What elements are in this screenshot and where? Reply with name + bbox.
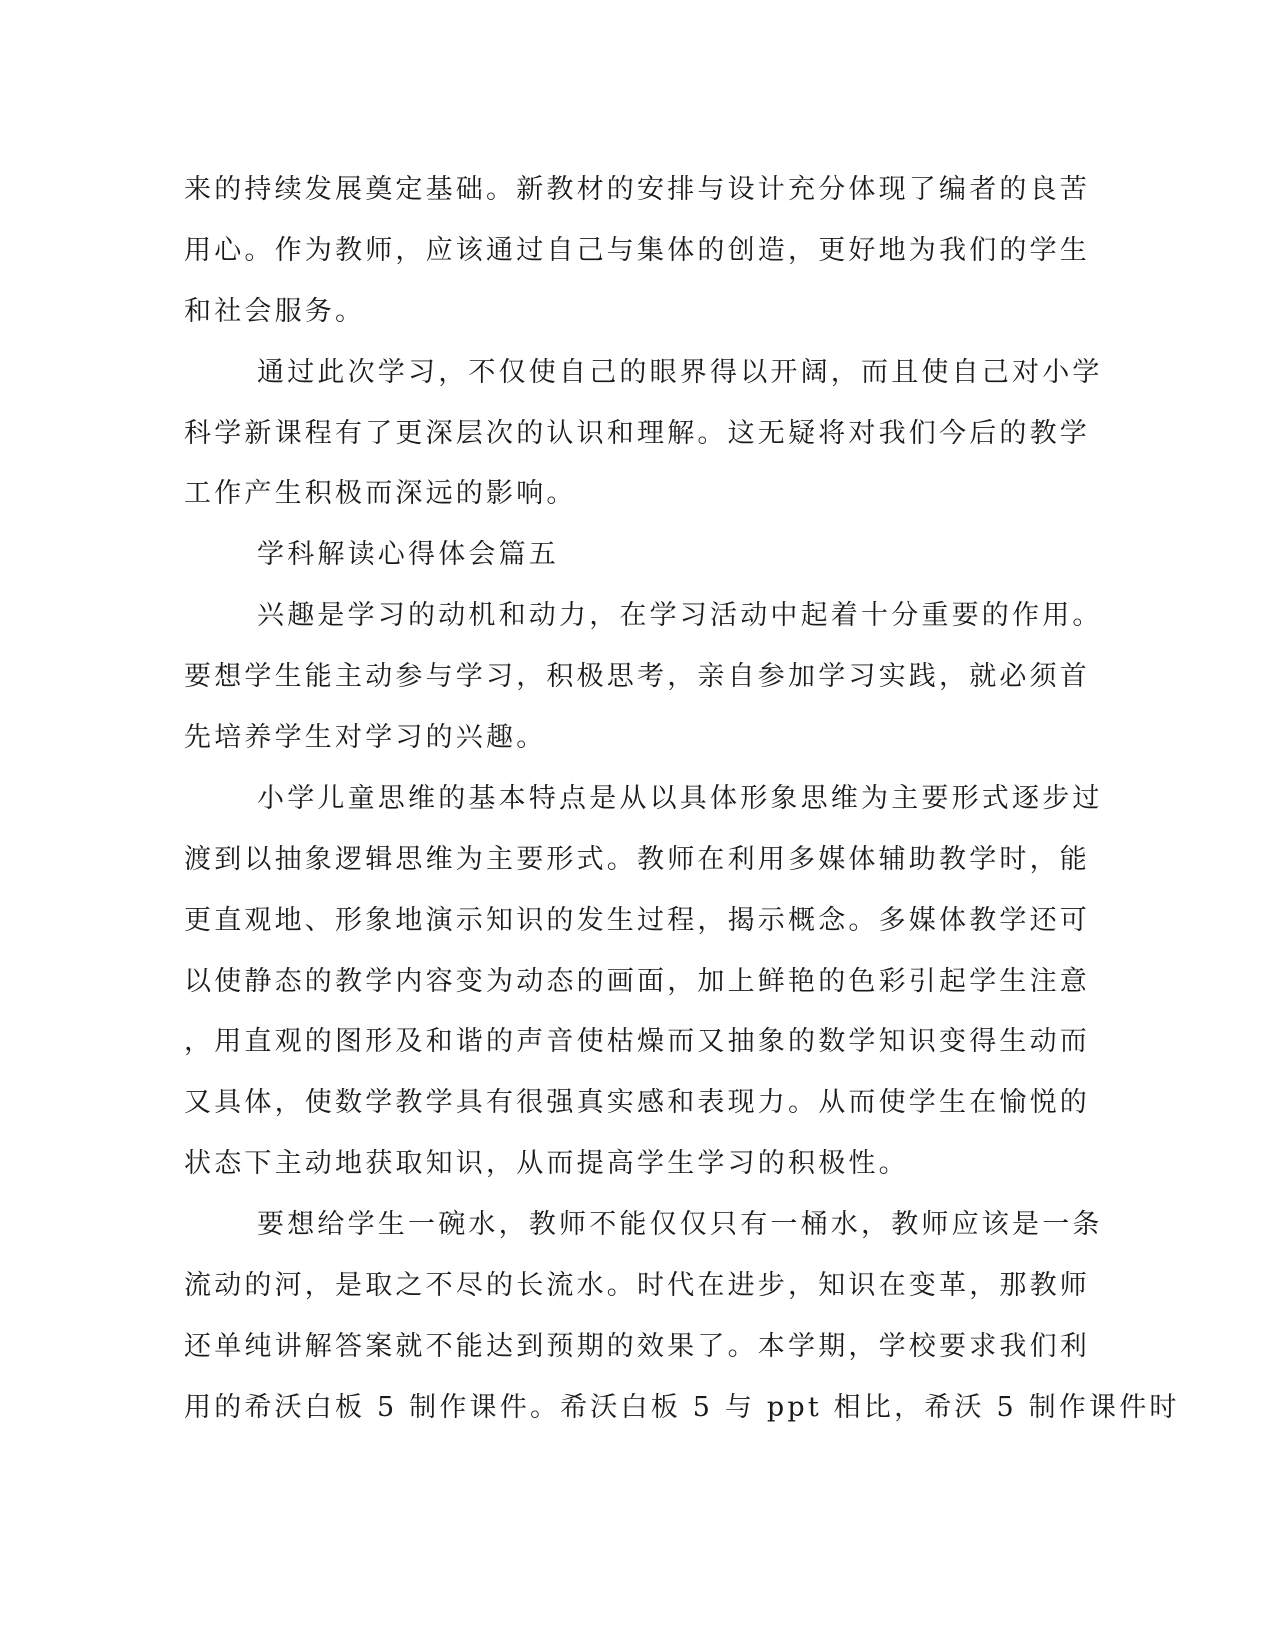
text-line: 来的持续发展奠定基础。新教材的安排与设计充分体现了编者的良苦 xyxy=(184,174,1090,205)
text-line: 科学新课程有了更深层次的认识和理解。这无疑将对我们今后的教学 xyxy=(184,417,1090,449)
text-line: 工作产生积极而深远的影响。 xyxy=(184,478,577,510)
text-line: 状态下主动地获取知识，从而提高学生学习的积极性。 xyxy=(184,1148,909,1180)
text-line: 用心。作为教师，应该通过自己与集体的创造，更好地为我们的学生 xyxy=(184,234,1090,266)
document-body xyxy=(184,160,1180,1439)
text-line: 要想学生能主动参与学习，积极思考，亲自参加学习实践，就必须首 xyxy=(184,661,1090,693)
text-line: 更直观地、形象地演示知识的发生过程，揭示概念。多媒体教学还可 xyxy=(184,904,1090,936)
text-line: ，用直观的图形及和谐的声音使枯燥而又抽象的数学知识变得生动而 xyxy=(184,1026,1090,1058)
text-line: 以使静态的教学内容变为动态的画面，加上鲜艳的色彩引起学生注意 xyxy=(184,965,1090,997)
text-line: 渡到以抽象逻辑思维为主要形式。教师在利用多媒体辅助教学时，能 xyxy=(184,843,1090,875)
text-line: 又具体，使数学教学具有很强真实感和表现力。从而使学生在愉悦的 xyxy=(184,1087,1090,1119)
text-line: 用的希沃白板 5 制作课件。希沃白板 5 与 ppt 相比，希沃 5 制作课件时 xyxy=(184,1391,1180,1423)
text-line: 和社会服务。 xyxy=(184,295,366,327)
text-line: 要想给学生一碗水，教师不能仅仅只有一桶水，教师应该是一条 xyxy=(257,1209,1103,1241)
text-line: 先培养学生对学习的兴趣。 xyxy=(184,722,547,754)
text-line: 学科解读心得体会篇五 xyxy=(257,539,559,571)
text-line: 兴趣是学习的动机和动力，在学习活动中起着十分重要的作用。 xyxy=(257,600,1103,632)
text-line: 通过此次学习，不仅使自己的眼界得以开阔，而且使自己对小学 xyxy=(257,356,1103,388)
text-line: 还单纯讲解答案就不能达到预期的效果了。本学期，学校要求我们利 xyxy=(184,1330,1090,1362)
text-line: 流动的河，是取之不尽的长流水。时代在进步，知识在变革，那教师 xyxy=(184,1270,1090,1302)
text-line: 小学儿童思维的基本特点是从以具体形象思维为主要形式逐步过 xyxy=(257,782,1103,814)
